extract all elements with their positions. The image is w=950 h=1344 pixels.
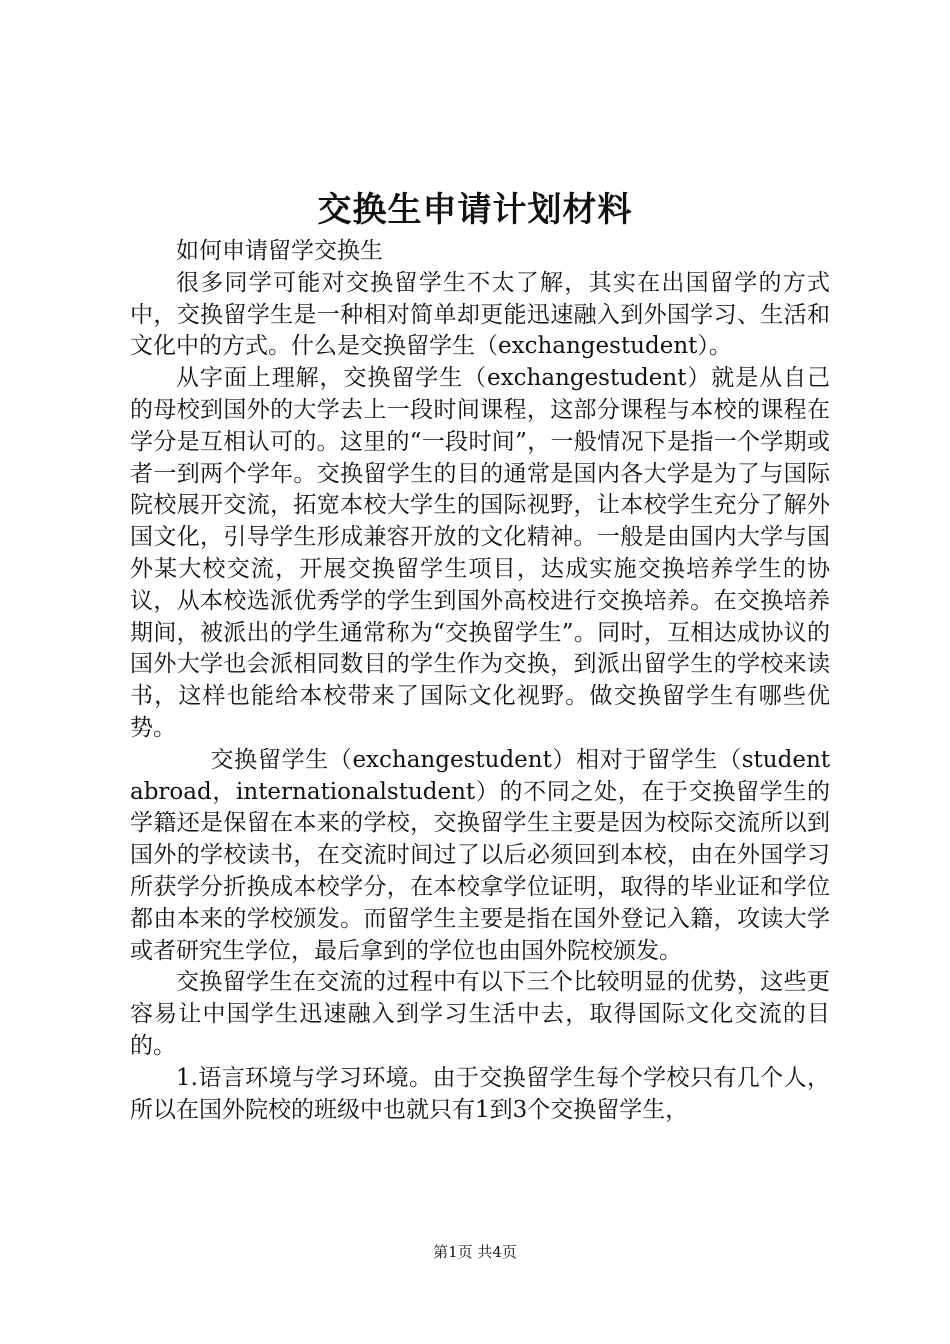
paragraph: 交换留学生在交流的过程中有以下三个比较明显的优势，这些更容易让中国学生迅速融入到学习生活中去，取得国际文化交流的目的。	[130, 969, 830, 1059]
paragraph: 很多同学可能对交换留学生不太了解，其实在出国留学的方式中，交换留学生是一种相对简单却更能迅速融入到外国学习、生活和文化中的方式。什么是交换留学生（exchangestudent）。	[130, 269, 830, 360]
paragraph: 1.语言环境与学习环境。由于交换留学生每个学校只有几个人，所以在国外院校的班级中也就只有1到3个交换留学生，	[130, 1064, 830, 1123]
document-title: 交换生申请计划材料	[317, 190, 633, 230]
paragraph: 交换留学生（exchangestudent）相对于留学生（studentabroad，internationalstudent）的不同之处，在于交换留学生的学籍还是保留在本来的学校，交换留学生主要是因为校际交流所以到国外的学校读书，在交流时间过了以后必须回到本校，由在外国学习所获学分折换成本校学分，在本校拿学位证明，取得的毕业证和学位都由本来的学校颁发。而留学生主要是指在国外登记入籍，攻读大学或者研究生学位，最后拿到的学位也由国外院校颁发。	[130, 746, 830, 964]
document-body	[130, 236, 830, 1126]
paragraph-heading: 如何申请留学交换生	[176, 238, 383, 264]
paragraph: 从字面上理解，交换留学生（exchangestudent）就是从自己的母校到国外的大学去上一段时间课程，这部分课程与本校的课程在学分是互相认可的。这里的“一段时间”，一般情况下是指一个学期或者一到两个学年。交换留学生的目的通常是国内各大学是为了与国际院校展开交流，拓宽本校大学生的国际视野，让本校学生充分了解外国文化，引导学生形成兼容开放的文化精神。一般是由国内大学与国外某大校交流，开展交换留学生项目，达成实施交换培养学生的协议，从本校选派优秀学的学生到国外高校进行交换培养。在交换培养期间，被派出的学生通常称为“交换留学生”。同时，互相达成协议的国外大学也会派相同数目的学生作为交换，到派出留学生的学校来读书，这样也能给本校带来了国际文化视野。做交换留学生有哪些优势。	[130, 365, 830, 741]
page-footer: 第1页 共4页	[433, 1243, 517, 1261]
